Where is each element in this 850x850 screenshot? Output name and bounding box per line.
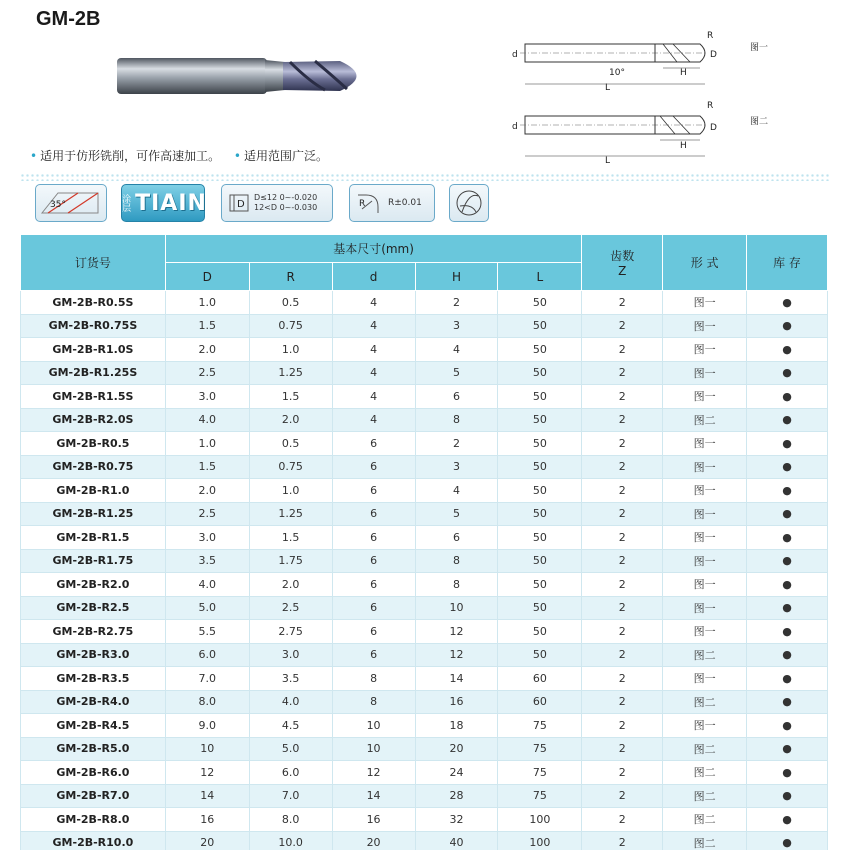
cell-overall-length-L: 50 xyxy=(498,408,582,432)
cell-shank-d: 6 xyxy=(332,502,415,526)
cell-flute-length-H: 6 xyxy=(415,385,498,409)
cell-order-code: GM-2B-R2.0 xyxy=(21,573,166,597)
cell-flute-length-H: 10 xyxy=(415,596,498,620)
cell-flute-length-H: 18 xyxy=(415,714,498,738)
cell-diameter-D: 2.5 xyxy=(165,361,249,385)
figure-one-drawing xyxy=(512,31,768,93)
cell-overall-length-L: 75 xyxy=(498,784,582,808)
header-form: 形 式 xyxy=(663,235,747,291)
diagram-label-R: R xyxy=(707,31,714,41)
cell-stock-status: ● xyxy=(747,432,828,456)
feature-item: • 适用范围广泛。 xyxy=(233,149,329,163)
cell-flute-length-H: 14 xyxy=(415,667,498,691)
cell-radius-R: 1.0 xyxy=(249,338,332,362)
cell-radius-R: 4.0 xyxy=(249,690,332,714)
cell-teeth-count: 2 xyxy=(582,714,663,738)
table-row xyxy=(21,314,828,338)
cell-diameter-D: 2.0 xyxy=(165,338,249,362)
cell-diameter-D: 1.5 xyxy=(165,455,249,479)
cell-diameter-D: 1.0 xyxy=(165,432,249,456)
cell-stock-status: ● xyxy=(747,690,828,714)
table-row xyxy=(21,784,828,808)
cell-diameter-D: 5.0 xyxy=(165,596,249,620)
cell-stock-status: ● xyxy=(747,784,828,808)
cell-order-code: GM-2B-R4.5 xyxy=(21,714,166,738)
cell-teeth-count: 2 xyxy=(582,667,663,691)
tolerance-line-2: 12<D 0~-0.030 xyxy=(254,203,318,212)
table-row xyxy=(21,620,828,644)
cell-overall-length-L: 50 xyxy=(498,526,582,550)
table-row xyxy=(21,808,828,832)
cell-flute-length-H: 12 xyxy=(415,643,498,667)
cell-overall-length-L: 50 xyxy=(498,385,582,409)
cell-teeth-count: 2 xyxy=(582,314,663,338)
diagram-label-H: H xyxy=(680,68,687,78)
header-basic-size: 基本尺寸(mm) xyxy=(165,235,581,263)
cell-order-code: GM-2B-R10.0 xyxy=(21,831,166,850)
cell-shank-d: 6 xyxy=(332,620,415,644)
helix-angle-badge xyxy=(35,184,107,222)
cell-shank-d: 4 xyxy=(332,338,415,362)
cell-radius-R: 6.0 xyxy=(249,761,332,785)
cell-flute-length-H: 28 xyxy=(415,784,498,808)
table-row xyxy=(21,831,828,850)
ball-nose-badge xyxy=(449,184,489,222)
diagram-label-D: D xyxy=(710,123,717,133)
cell-stock-status: ● xyxy=(747,502,828,526)
cell-shank-d: 4 xyxy=(332,408,415,432)
cell-teeth-count: 2 xyxy=(582,479,663,503)
cell-flute-length-H: 40 xyxy=(415,831,498,850)
cell-form-figure: 图一 xyxy=(663,361,747,385)
diagram-label-R: R xyxy=(707,101,714,111)
table-row xyxy=(21,549,828,573)
cell-shank-d: 10 xyxy=(332,714,415,738)
cell-overall-length-L: 50 xyxy=(498,479,582,503)
cell-stock-status: ● xyxy=(747,549,828,573)
coating-side-label: 涂层 xyxy=(120,194,131,212)
cell-teeth-count: 2 xyxy=(582,432,663,456)
cell-radius-R: 2.75 xyxy=(249,620,332,644)
cell-form-figure: 图二 xyxy=(663,808,747,832)
cell-teeth-count: 2 xyxy=(582,385,663,409)
cell-flute-length-H: 6 xyxy=(415,526,498,550)
cell-order-code: GM-2B-R3.0 xyxy=(21,643,166,667)
header-teeth-z: Z xyxy=(618,264,627,278)
cell-order-code: GM-2B-R4.0 xyxy=(21,690,166,714)
feature-list xyxy=(30,147,338,164)
cell-overall-length-L: 50 xyxy=(498,502,582,526)
cell-flute-length-H: 8 xyxy=(415,408,498,432)
cell-shank-d: 16 xyxy=(332,808,415,832)
cell-radius-R: 0.5 xyxy=(249,291,332,315)
cell-diameter-D: 8.0 xyxy=(165,690,249,714)
cell-radius-R: 1.5 xyxy=(249,385,332,409)
cell-shank-d: 4 xyxy=(332,314,415,338)
diameter-tolerance-badge xyxy=(221,184,333,222)
diagram-label-L: L xyxy=(605,156,611,166)
cell-form-figure: 图一 xyxy=(663,526,747,550)
cell-diameter-D: 16 xyxy=(165,808,249,832)
coating-badge xyxy=(121,184,205,222)
diagram-label-D: D xyxy=(710,50,717,60)
helix-angle-text: 35° xyxy=(50,200,66,210)
cell-diameter-D: 3.0 xyxy=(165,385,249,409)
header-col-D: D xyxy=(165,263,249,291)
figure-two-label: 图二 xyxy=(750,117,769,127)
cell-order-code: GM-2B-R1.0S xyxy=(21,338,166,362)
cell-overall-length-L: 60 xyxy=(498,667,582,691)
cell-stock-status: ● xyxy=(747,714,828,738)
cell-overall-length-L: 50 xyxy=(498,338,582,362)
feature-text: 适用范围广泛。 xyxy=(244,149,329,163)
cell-form-figure: 图一 xyxy=(663,714,747,738)
cell-stock-status: ● xyxy=(747,479,828,503)
cell-flute-length-H: 4 xyxy=(415,479,498,503)
cell-order-code: GM-2B-R7.0 xyxy=(21,784,166,808)
cell-form-figure: 图一 xyxy=(663,385,747,409)
cell-stock-status: ● xyxy=(747,620,828,644)
header-stock: 库 存 xyxy=(747,235,828,291)
header-teeth-label: 齿数 xyxy=(610,249,635,263)
cell-teeth-count: 2 xyxy=(582,690,663,714)
cell-teeth-count: 2 xyxy=(582,596,663,620)
cell-shank-d: 20 xyxy=(332,831,415,850)
cell-order-code: GM-2B-R0.5 xyxy=(21,432,166,456)
ball-nose-icon xyxy=(454,188,484,218)
cell-stock-status: ● xyxy=(747,526,828,550)
cell-diameter-D: 1.0 xyxy=(165,291,249,315)
cell-stock-status: ● xyxy=(747,808,828,832)
cell-form-figure: 图一 xyxy=(663,314,747,338)
cell-radius-R: 2.0 xyxy=(249,408,332,432)
header-order-no: 订货号 xyxy=(21,235,166,291)
cell-form-figure: 图二 xyxy=(663,643,747,667)
cell-overall-length-L: 75 xyxy=(498,761,582,785)
table-row xyxy=(21,737,828,761)
feature-text: 适用于仿形铣削，可作高速加工。 xyxy=(40,149,221,163)
spec-table-body xyxy=(21,291,828,850)
header-col-R: R xyxy=(249,263,332,291)
cell-radius-R: 2.5 xyxy=(249,596,332,620)
cell-teeth-count: 2 xyxy=(582,338,663,362)
cell-order-code: GM-2B-R1.5S xyxy=(21,385,166,409)
cell-form-figure: 图一 xyxy=(663,479,747,503)
cell-form-figure: 图一 xyxy=(663,432,747,456)
cell-flute-length-H: 2 xyxy=(415,432,498,456)
cell-shank-d: 14 xyxy=(332,784,415,808)
diagram-label-L: L xyxy=(605,83,611,93)
cell-order-code: GM-2B-R1.25S xyxy=(21,361,166,385)
radius-symbol-text: R xyxy=(359,199,366,209)
dotted-divider xyxy=(20,173,830,181)
header-col-d: d xyxy=(332,263,415,291)
cell-flute-length-H: 16 xyxy=(415,690,498,714)
cell-radius-R: 7.0 xyxy=(249,784,332,808)
table-row xyxy=(21,455,828,479)
cell-stock-status: ● xyxy=(747,385,828,409)
cell-order-code: GM-2B-R1.75 xyxy=(21,549,166,573)
cell-stock-status: ● xyxy=(747,408,828,432)
cell-flute-length-H: 24 xyxy=(415,761,498,785)
tool-dimension-diagram xyxy=(495,20,795,170)
cell-order-code: GM-2B-R5.0 xyxy=(21,737,166,761)
table-row xyxy=(21,502,828,526)
cell-form-figure: 图一 xyxy=(663,502,747,526)
cell-overall-length-L: 50 xyxy=(498,620,582,644)
cell-teeth-count: 2 xyxy=(582,291,663,315)
table-row xyxy=(21,761,828,785)
cell-radius-R: 1.5 xyxy=(249,526,332,550)
cell-teeth-count: 2 xyxy=(582,737,663,761)
cell-stock-status: ● xyxy=(747,361,828,385)
table-row xyxy=(21,291,828,315)
helix-angle-icon xyxy=(38,187,104,219)
tolerance-line-1: D≤12 0~-0.020 xyxy=(254,193,318,202)
cell-teeth-count: 2 xyxy=(582,643,663,667)
cell-stock-status: ● xyxy=(747,667,828,691)
cell-radius-R: 1.25 xyxy=(249,502,332,526)
spec-table xyxy=(20,234,828,850)
table-row xyxy=(21,573,828,597)
cell-stock-status: ● xyxy=(747,831,828,850)
cell-order-code: GM-2B-R2.75 xyxy=(21,620,166,644)
figure-two-drawing xyxy=(512,101,768,166)
cell-shank-d: 4 xyxy=(332,385,415,409)
cell-overall-length-L: 50 xyxy=(498,573,582,597)
cell-overall-length-L: 50 xyxy=(498,361,582,385)
cell-radius-R: 0.75 xyxy=(249,314,332,338)
cell-flute-length-H: 3 xyxy=(415,314,498,338)
feature-item: • 适用于仿形铣削，可作高速加工。 xyxy=(30,149,221,163)
cell-teeth-count: 2 xyxy=(582,549,663,573)
cell-shank-d: 6 xyxy=(332,596,415,620)
cell-diameter-D: 4.0 xyxy=(165,573,249,597)
cell-shank-d: 10 xyxy=(332,737,415,761)
diagram-label-d: d xyxy=(512,50,518,60)
coating-name: TIAIN xyxy=(135,190,207,216)
table-row xyxy=(21,432,828,456)
cell-diameter-D: 10 xyxy=(165,737,249,761)
cell-shank-d: 6 xyxy=(332,549,415,573)
cell-form-figure: 图二 xyxy=(663,761,747,785)
radius-tolerance-badge xyxy=(349,184,435,222)
cell-diameter-D: 1.5 xyxy=(165,314,249,338)
cell-order-code: GM-2B-R1.25 xyxy=(21,502,166,526)
diameter-tolerance-text xyxy=(254,193,317,213)
cell-teeth-count: 2 xyxy=(582,408,663,432)
cell-teeth-count: 2 xyxy=(582,620,663,644)
table-row xyxy=(21,690,828,714)
cell-teeth-count: 2 xyxy=(582,361,663,385)
cell-overall-length-L: 50 xyxy=(498,314,582,338)
cell-stock-status: ● xyxy=(747,761,828,785)
header-col-L: L xyxy=(498,263,582,291)
cell-order-code: GM-2B-R2.0S xyxy=(21,408,166,432)
cell-shank-d: 6 xyxy=(332,479,415,503)
cell-flute-length-H: 20 xyxy=(415,737,498,761)
cell-diameter-D: 3.0 xyxy=(165,526,249,550)
header-teeth xyxy=(582,235,663,291)
cell-flute-length-H: 12 xyxy=(415,620,498,644)
cell-overall-length-L: 50 xyxy=(498,455,582,479)
cell-form-figure: 图一 xyxy=(663,596,747,620)
cell-radius-R: 1.75 xyxy=(249,549,332,573)
cell-stock-status: ● xyxy=(747,596,828,620)
cell-diameter-D: 3.5 xyxy=(165,549,249,573)
cell-radius-R: 3.5 xyxy=(249,667,332,691)
table-row xyxy=(21,714,828,738)
cell-flute-length-H: 5 xyxy=(415,502,498,526)
diameter-symbol-icon xyxy=(228,192,250,214)
cell-form-figure: 图二 xyxy=(663,690,747,714)
cell-radius-R: 0.75 xyxy=(249,455,332,479)
cell-flute-length-H: 8 xyxy=(415,549,498,573)
cell-diameter-D: 6.0 xyxy=(165,643,249,667)
cell-diameter-D: 4.0 xyxy=(165,408,249,432)
cell-order-code: GM-2B-R3.5 xyxy=(21,667,166,691)
cell-diameter-D: 12 xyxy=(165,761,249,785)
cell-flute-length-H: 3 xyxy=(415,455,498,479)
cell-radius-R: 4.5 xyxy=(249,714,332,738)
cell-overall-length-L: 50 xyxy=(498,291,582,315)
cell-form-figure: 图二 xyxy=(663,408,747,432)
cell-order-code: GM-2B-R1.5 xyxy=(21,526,166,550)
cell-shank-d: 4 xyxy=(332,291,415,315)
cell-shank-d: 6 xyxy=(332,573,415,597)
cell-diameter-D: 20 xyxy=(165,831,249,850)
cell-shank-d: 8 xyxy=(332,690,415,714)
figure-one-label: 图一 xyxy=(750,43,769,53)
table-row xyxy=(21,385,828,409)
cell-diameter-D: 9.0 xyxy=(165,714,249,738)
cell-stock-status: ● xyxy=(747,737,828,761)
cell-teeth-count: 2 xyxy=(582,526,663,550)
cell-stock-status: ● xyxy=(747,643,828,667)
diagram-label-H: H xyxy=(680,141,687,151)
cell-flute-length-H: 2 xyxy=(415,291,498,315)
cell-flute-length-H: 5 xyxy=(415,361,498,385)
radius-tolerance-text: R±0.01 xyxy=(388,198,422,208)
header-col-H: H xyxy=(415,263,498,291)
table-row xyxy=(21,667,828,691)
cell-form-figure: 图二 xyxy=(663,784,747,808)
cell-overall-length-L: 100 xyxy=(498,831,582,850)
cell-teeth-count: 2 xyxy=(582,455,663,479)
cell-overall-length-L: 50 xyxy=(498,596,582,620)
diagram-label-d: d xyxy=(512,122,518,132)
cell-radius-R: 5.0 xyxy=(249,737,332,761)
cell-teeth-count: 2 xyxy=(582,502,663,526)
cell-form-figure: 图一 xyxy=(663,338,747,362)
table-row xyxy=(21,479,828,503)
cell-overall-length-L: 75 xyxy=(498,714,582,738)
cell-order-code: GM-2B-R6.0 xyxy=(21,761,166,785)
cell-overall-length-L: 50 xyxy=(498,549,582,573)
cell-order-code: GM-2B-R0.75S xyxy=(21,314,166,338)
cell-stock-status: ● xyxy=(747,338,828,362)
cell-overall-length-L: 75 xyxy=(498,737,582,761)
cell-shank-d: 12 xyxy=(332,761,415,785)
table-row xyxy=(21,526,828,550)
product-title: GM-2B xyxy=(36,8,101,30)
cell-order-code: GM-2B-R8.0 xyxy=(21,808,166,832)
cell-form-figure: 图一 xyxy=(663,573,747,597)
cell-overall-length-L: 50 xyxy=(498,432,582,456)
cell-overall-length-L: 60 xyxy=(498,690,582,714)
cell-form-figure: 图一 xyxy=(663,549,747,573)
cell-order-code: GM-2B-R0.75 xyxy=(21,455,166,479)
cell-flute-length-H: 8 xyxy=(415,573,498,597)
end-mill-photo xyxy=(115,52,375,100)
cell-overall-length-L: 100 xyxy=(498,808,582,832)
table-row xyxy=(21,338,828,362)
radius-symbol-icon xyxy=(356,191,382,215)
cell-diameter-D: 14 xyxy=(165,784,249,808)
diagram-angle-label: 10° xyxy=(609,68,625,78)
cell-shank-d: 6 xyxy=(332,432,415,456)
table-row xyxy=(21,643,828,667)
cell-form-figure: 图一 xyxy=(663,455,747,479)
cell-diameter-D: 5.5 xyxy=(165,620,249,644)
cell-teeth-count: 2 xyxy=(582,808,663,832)
cell-stock-status: ● xyxy=(747,291,828,315)
cell-radius-R: 3.0 xyxy=(249,643,332,667)
cell-overall-length-L: 50 xyxy=(498,643,582,667)
cell-stock-status: ● xyxy=(747,314,828,338)
cell-form-figure: 图一 xyxy=(663,620,747,644)
cell-radius-R: 1.0 xyxy=(249,479,332,503)
cell-radius-R: 2.0 xyxy=(249,573,332,597)
table-row xyxy=(21,408,828,432)
cell-shank-d: 6 xyxy=(332,526,415,550)
cell-diameter-D: 7.0 xyxy=(165,667,249,691)
cell-stock-status: ● xyxy=(747,455,828,479)
cell-teeth-count: 2 xyxy=(582,761,663,785)
cell-radius-R: 10.0 xyxy=(249,831,332,850)
cell-radius-R: 8.0 xyxy=(249,808,332,832)
cell-shank-d: 6 xyxy=(332,643,415,667)
cell-order-code: GM-2B-R1.0 xyxy=(21,479,166,503)
table-row xyxy=(21,596,828,620)
cell-teeth-count: 2 xyxy=(582,831,663,850)
cell-radius-R: 1.25 xyxy=(249,361,332,385)
cell-teeth-count: 2 xyxy=(582,784,663,808)
cell-diameter-D: 2.0 xyxy=(165,479,249,503)
diameter-symbol-text: D xyxy=(237,199,245,210)
cell-form-figure: 图一 xyxy=(663,291,747,315)
cell-shank-d: 4 xyxy=(332,361,415,385)
cell-form-figure: 图一 xyxy=(663,667,747,691)
cell-order-code: GM-2B-R2.5 xyxy=(21,596,166,620)
cell-shank-d: 8 xyxy=(332,667,415,691)
cell-radius-R: 0.5 xyxy=(249,432,332,456)
cell-flute-length-H: 32 xyxy=(415,808,498,832)
cell-shank-d: 6 xyxy=(332,455,415,479)
table-row xyxy=(21,361,828,385)
cell-stock-status: ● xyxy=(747,573,828,597)
cell-form-figure: 图二 xyxy=(663,831,747,850)
cell-teeth-count: 2 xyxy=(582,573,663,597)
cell-order-code: GM-2B-R0.5S xyxy=(21,291,166,315)
cell-diameter-D: 2.5 xyxy=(165,502,249,526)
cell-form-figure: 图二 xyxy=(663,737,747,761)
cell-flute-length-H: 4 xyxy=(415,338,498,362)
